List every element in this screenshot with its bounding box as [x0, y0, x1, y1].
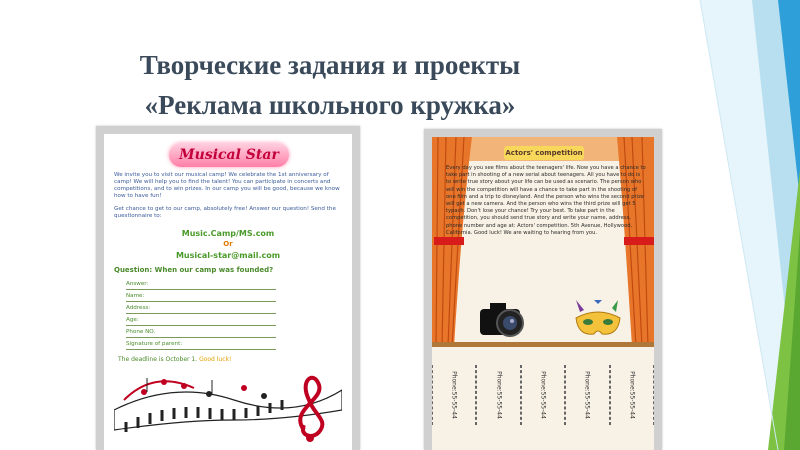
musical-star-poster-frame: [96, 126, 360, 450]
poster-banner-text: Musical Star: [179, 147, 279, 163]
camera-icon: [476, 297, 534, 341]
competition-title: Actors' competition: [504, 146, 584, 160]
phone-tab-text: Phone:55-55-44: [628, 371, 636, 419]
musical-star-poster: [104, 134, 352, 450]
poster-deadline: [118, 356, 231, 363]
phone-tab-text: Phone:55-55-44: [495, 371, 503, 419]
poster-banner: [169, 143, 289, 167]
deadline-text: The deadline is October 1.: [118, 356, 198, 363]
poster-cta: Get chance to get to our camp, absolutely free! Answer our question! Send the questionnaire to:: [114, 206, 336, 219]
phone-tab: [610, 365, 654, 425]
slide-subtitle: «Реклама школьного кружка»: [144, 90, 516, 120]
poster-intro: We invite you to visit our musical camp! We celebrate the 1st anniversary of camp! We will help you to find the talent! You can participate in concerts and competitions, and to win prizes. In our camp you will be good, because we know how to have fun!: [114, 172, 340, 199]
phone-tab-text: Phone:55-55-44: [583, 371, 591, 419]
carnival-mask-icon: [572, 300, 624, 342]
field-name: Name:: [126, 293, 276, 302]
poster-email-1: Music.Camp/MS.com: [181, 229, 275, 238]
piano-notes-illustration: [114, 370, 342, 446]
field-address: Address:: [126, 305, 276, 314]
good-luck-text: Good luck!: [199, 356, 232, 363]
phone-tab: [521, 365, 565, 425]
field-answer: Answer:: [126, 281, 276, 290]
field-phone: Phone NO.: [126, 329, 276, 338]
phone-tear-off-strip: [432, 365, 654, 425]
field-signature: Signature of parent:: [126, 341, 276, 350]
phone-tab: [565, 365, 609, 425]
phone-tab-text: Phone:55-55-44: [539, 371, 547, 419]
actors-competition-poster-frame: [424, 129, 662, 450]
poster-email-2: Musical-star@mail.com: [175, 251, 281, 260]
actors-competition-poster: [432, 137, 654, 450]
decorative-shapes: [660, 0, 800, 450]
competition-body: Every day you see films about the teenagers' life. Now you have a chance to take part in shooting of a new serial about teenagers. All you have to do is to write true story about your life can be used as scenario. The person who will win the competition will have a chance to take part in the shooting of one film and a trip to disneyland. And the person who wins the second prize will get a new camera. And the person who wins the third prize will get 5 typach. Don't lose your chance! Try your best. To take part in the competition, you should send true story and write your name, address, phone number and age at: Actors' competition. 5th Avenue, Hollywood, California. Good luck! We are waiting to hearing from you.: [446, 165, 646, 236]
phone-tab: [432, 365, 476, 425]
phone-tab: [476, 365, 520, 425]
poster-question: Question: When our camp was founded?: [114, 266, 274, 274]
phone-tab-text: Phone:55-55-44: [450, 371, 458, 419]
field-age: Age:: [126, 317, 276, 326]
slide-title: Творческие задания и проекты: [139, 50, 521, 80]
poster-or: Or: [223, 240, 233, 248]
